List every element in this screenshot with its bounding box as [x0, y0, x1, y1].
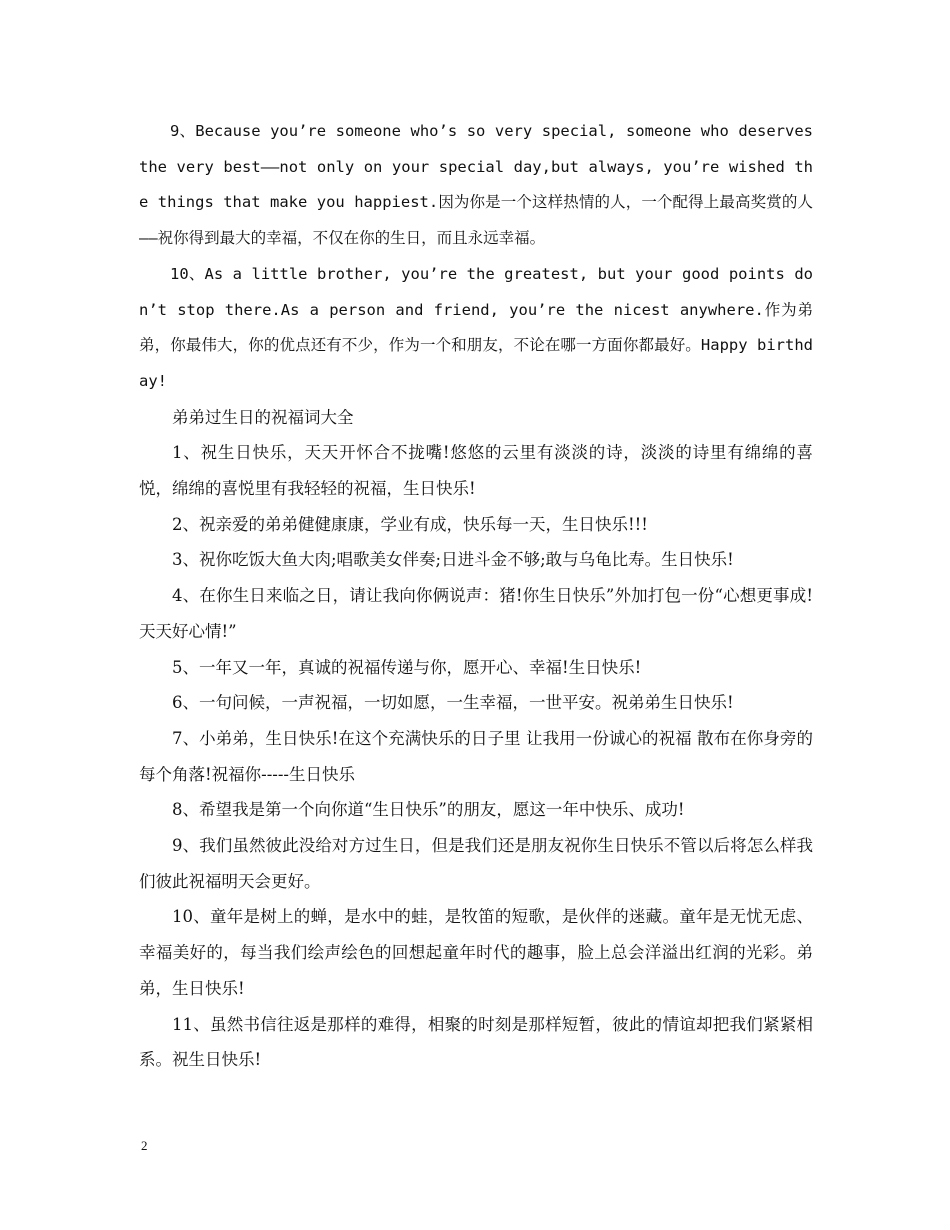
paragraph-wish-6: 6、一句问候，一声祝福，一切如愿，一生幸福，一世平安。祝弟弟生日快乐! [172, 693, 734, 713]
paragraph-english-wish-10: 10、As a little brother, you’re the greatest, but your good points don’t stop there.As a person and friend, you’re the nicest anywhere.作为弟弟，你最伟大，你的优点还有不少，作为一个和朋友，不论在哪一方面你都最好。Happy birthday! [139, 264, 813, 390]
page-number: 2 [141, 1138, 148, 1153]
paragraph-wish-8: 8、希望我是第一个向你道“生日快乐”的朋友，愿这一年中快乐、成功! [172, 800, 685, 820]
document-body [139, 114, 813, 1078]
section-heading: 弟弟过生日的祝福词大全 [172, 407, 354, 427]
paragraph-wish-4: 4、在你生日来临之日，请让我向你俩说声：猪!你生日快乐”外加打包一份“心想更事成!天天好心情!” [139, 586, 813, 641]
paragraph-wish-2: 2、祝亲爱的弟弟健健康康，学业有成，快乐每一天，生日快乐!!! [172, 514, 648, 534]
paragraph-wish-11: 11、虽然书信往返是那样的难得，相聚的时刻是那样短暂，彼此的情谊却把我们紧紧相系。祝生日快乐! [139, 1014, 813, 1070]
paragraph-wish-9: 9、我们虽然彼此没给对方过生日，但是我们还是朋友祝你生日快乐不管以后将怎么样我们彼此祝福明天会更好。 [139, 836, 813, 891]
paragraph-english-wish-9: 9、Because you’re someone who’s so very special, someone who deserves the very best——not only on your special day,but always, you’re wished the things that make you happiest.因为你是一个这样热情的人，一个配得上最高奖赏的人——祝你得到最大的幸福，不仅在你的生日，而且永远幸福。 [139, 122, 813, 248]
paragraph-wish-1: 1、祝生日快乐，天天开怀合不拢嘴!悠悠的云里有淡淡的诗，淡淡的诗里有绵绵的喜悦，绵绵的喜悦里有我轻轻的祝福，生日快乐! [139, 443, 813, 499]
paragraph-wish-5: 5、一年又一年，真诚的祝福传递与你，愿开心、幸福!生日快乐! [172, 657, 642, 677]
paragraph-wish-3: 3、祝你吃饭大鱼大肉;唱歌美女伴奏;日进斗金不够;敢与乌龟比寿。生日快乐! [172, 550, 734, 570]
paragraph-wish-10: 10、童年是树上的蝉，是水中的蛙，是牧笛的短歌，是伙伴的迷藏。童年是无忧无虑、幸福美好的，每当我们绘声绘色的回想起童年时代的趣事，脸上总会洋溢出红润的光彩。弟弟，生日快乐! [139, 907, 813, 998]
paragraph-wish-7: 7、小弟弟，生日快乐!在这个充满快乐的日子里 让我用一份诚心的祝福 散布在你身旁的每个角落!祝福你-----生日快乐 [139, 728, 813, 784]
